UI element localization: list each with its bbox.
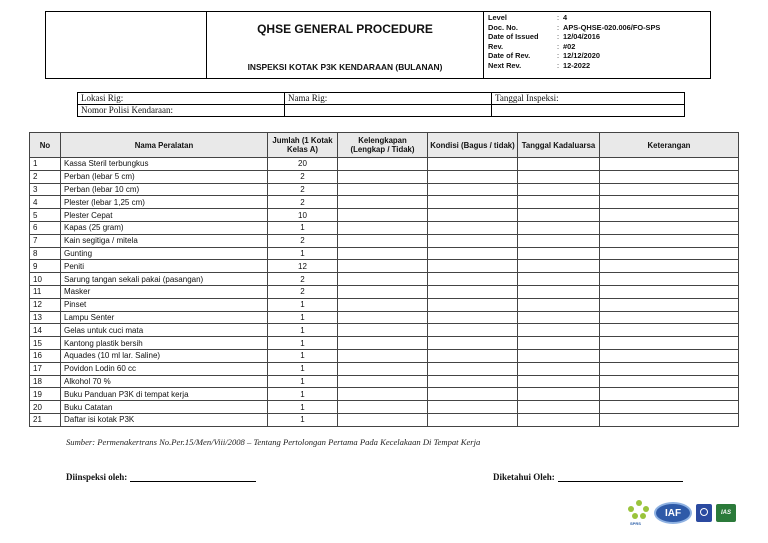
cell-kondisi[interactable]	[428, 170, 518, 183]
cell-kondisi[interactable]	[428, 273, 518, 286]
lokasi-rig-label: Lokasi Rig:	[81, 93, 124, 103]
cell-kelengkapan[interactable]	[338, 401, 428, 414]
company-logo-area	[46, 12, 207, 78]
cell-tanggal[interactable]	[518, 260, 600, 273]
cell-kelengkapan[interactable]	[338, 209, 428, 222]
cell-keterangan[interactable]	[600, 362, 739, 375]
cell-kelengkapan[interactable]	[338, 349, 428, 362]
cell-tanggal[interactable]	[518, 183, 600, 196]
col-header-keterangan: Keterangan	[600, 133, 739, 158]
meta-value: 12/12/2020	[563, 51, 600, 61]
cell-nama: Plester (lebar 1,25 cm)	[61, 196, 268, 209]
cell-kondisi[interactable]	[428, 324, 518, 337]
cell-kelengkapan[interactable]	[338, 324, 428, 337]
col-header-no: No	[30, 133, 61, 158]
cell-kondisi[interactable]	[428, 349, 518, 362]
cell-tanggal[interactable]	[518, 234, 600, 247]
cell-jumlah: 1	[268, 221, 338, 234]
col-header-jumlah: Jumlah (1 Kotak Kelas A)	[268, 133, 338, 158]
cell-kondisi[interactable]	[428, 183, 518, 196]
cell-kondisi[interactable]	[428, 209, 518, 222]
cell-keterangan[interactable]	[600, 234, 739, 247]
cell-tanggal[interactable]	[518, 170, 600, 183]
cell-kelengkapan[interactable]	[338, 221, 428, 234]
cell-jumlah: 2	[268, 234, 338, 247]
cell-kelengkapan[interactable]	[338, 362, 428, 375]
cell-nama: Aquades (10 ml lar. Saline)	[61, 349, 268, 362]
cell-no: 1	[30, 158, 61, 171]
cell-nama: Plester Cepat	[61, 209, 268, 222]
cell-nama: Kapas (25 gram)	[61, 221, 268, 234]
cell-nama: Gelas untuk cuci mata	[61, 324, 268, 337]
table-row	[30, 183, 739, 196]
cell-no: 7	[30, 234, 61, 247]
cell-jumlah: 2	[268, 183, 338, 196]
tanggal-inspeksi-label: Tanggal Inspeksi:	[495, 93, 559, 103]
cell-nama: Daftar isi kotak P3K	[61, 413, 268, 426]
meta-row	[488, 42, 706, 52]
table-row	[30, 221, 739, 234]
nama-rig-field[interactable]	[285, 93, 492, 105]
cell-no: 20	[30, 401, 61, 414]
cell-nama: Perban (lebar 5 cm)	[61, 170, 268, 183]
table-row	[30, 196, 739, 209]
cell-tanggal[interactable]	[518, 324, 600, 337]
cell-kelengkapan[interactable]	[338, 413, 428, 426]
inspected-by-label: Diinspeksi oleh:	[66, 472, 128, 482]
info-empty-cell[interactable]	[492, 105, 685, 117]
cell-kondisi[interactable]	[428, 260, 518, 273]
meta-value: APS-QHSE-020.006/FO-SPS	[563, 22, 661, 32]
nama-rig-label: Nama Rig:	[288, 93, 328, 103]
cell-jumlah: 2	[268, 170, 338, 183]
table-row	[30, 285, 739, 298]
cell-jumlah: 1	[268, 247, 338, 260]
meta-row	[488, 61, 706, 71]
meta-key: Rev.	[488, 41, 504, 51]
cell-kelengkapan[interactable]	[338, 298, 428, 311]
acknowledged-by-label: Diketahui Oleh:	[493, 472, 555, 482]
cell-jumlah: 1	[268, 324, 338, 337]
table-row	[30, 311, 739, 324]
cell-tanggal[interactable]	[518, 362, 600, 375]
table-row	[30, 337, 739, 350]
cell-kelengkapan[interactable]	[338, 260, 428, 273]
cell-keterangan[interactable]	[600, 247, 739, 260]
cell-nama: Pinset	[61, 298, 268, 311]
cell-no: 10	[30, 273, 61, 286]
cell-no: 13	[30, 311, 61, 324]
cell-jumlah: 1	[268, 375, 338, 388]
document-meta	[484, 12, 710, 78]
cell-nama: Lampu Senter	[61, 311, 268, 324]
cell-kondisi[interactable]	[428, 401, 518, 414]
col-header-kelengkapan: Kelengkapan (Lengkap / Tidak)	[338, 133, 428, 158]
table-row	[30, 209, 739, 222]
cell-no: 2	[30, 170, 61, 183]
ias-logo-icon: IAS	[716, 504, 736, 522]
meta-value: 4	[563, 13, 568, 22]
cell-kelengkapan[interactable]	[338, 388, 428, 401]
cell-kelengkapan[interactable]	[338, 247, 428, 260]
table-row	[30, 158, 739, 171]
cell-keterangan[interactable]	[600, 337, 739, 350]
table-row	[30, 273, 739, 286]
cell-no: 14	[30, 324, 61, 337]
cell-jumlah: 1	[268, 388, 338, 401]
title-cell	[207, 12, 484, 78]
iaf-logo-icon: IAF	[654, 502, 692, 524]
cell-tanggal[interactable]	[518, 209, 600, 222]
cell-nama: Peniti	[61, 260, 268, 273]
cell-jumlah: 20	[268, 158, 338, 171]
cell-kelengkapan[interactable]	[338, 183, 428, 196]
equipment-table	[29, 132, 739, 427]
cell-no: 9	[30, 260, 61, 273]
cell-no: 11	[30, 285, 61, 298]
cell-tanggal[interactable]	[518, 401, 600, 414]
table-row	[30, 260, 739, 273]
meta-value: 12-2022	[563, 60, 591, 70]
meta-key: Next Rev.	[488, 60, 522, 70]
cell-kelengkapan[interactable]	[338, 337, 428, 350]
cell-kondisi[interactable]	[428, 311, 518, 324]
meta-row	[488, 51, 706, 61]
cell-no: 8	[30, 247, 61, 260]
cell-tanggal[interactable]	[518, 158, 600, 171]
cell-nama: Gunting	[61, 247, 268, 260]
inspected-by-signature	[66, 472, 256, 482]
cell-kelengkapan[interactable]	[338, 234, 428, 247]
source-note: Sumber: Permenakertrans No.Per.15/Men/Viii/2008 – Tentang Pertolongan Pertama Pada Kecelakaan Di Tempat Kerja	[66, 437, 481, 447]
cell-jumlah: 1	[268, 337, 338, 350]
cell-tanggal[interactable]	[518, 413, 600, 426]
cell-jumlah: 1	[268, 311, 338, 324]
cell-kondisi[interactable]	[428, 298, 518, 311]
col-header-nama: Nama Peralatan	[61, 133, 268, 158]
cell-nama: Buku Catatan	[61, 401, 268, 414]
table-row	[30, 362, 739, 375]
cell-kelengkapan[interactable]	[338, 285, 428, 298]
table-header-row	[30, 133, 739, 158]
cell-nama: Kantong plastik bersih	[61, 337, 268, 350]
col-header-tanggal: Tanggal Kadaluarsa	[518, 133, 600, 158]
cell-kelengkapan[interactable]	[338, 273, 428, 286]
cell-keterangan[interactable]	[600, 196, 739, 209]
meta-row	[488, 13, 706, 23]
table-row	[30, 349, 739, 362]
cell-no: 4	[30, 196, 61, 209]
cell-no: 21	[30, 413, 61, 426]
cell-kelengkapan[interactable]	[338, 158, 428, 171]
cell-keterangan[interactable]	[600, 183, 739, 196]
meta-colon: :	[556, 51, 560, 61]
acknowledged-by-signature	[493, 472, 683, 482]
cell-tanggal[interactable]	[518, 311, 600, 324]
cell-tanggal[interactable]	[518, 388, 600, 401]
document-subtitle: INSPEKSI KOTAK P3K KENDARAAN (BULANAN)	[247, 62, 443, 72]
cell-keterangan[interactable]	[600, 221, 739, 234]
nomor-polisi-label: Nomor Polisi Kendaraan:	[81, 105, 173, 115]
cell-nama: Perban (lebar 10 cm)	[61, 183, 268, 196]
cell-kelengkapan[interactable]	[338, 170, 428, 183]
cell-keterangan[interactable]	[600, 413, 739, 426]
cell-kondisi[interactable]	[428, 337, 518, 350]
cell-kondisi[interactable]	[428, 413, 518, 426]
meta-colon: :	[556, 32, 560, 42]
cell-tanggal[interactable]	[518, 375, 600, 388]
info-empty-cell[interactable]	[285, 105, 492, 117]
cell-keterangan[interactable]	[600, 349, 739, 362]
cell-keterangan[interactable]	[600, 273, 739, 286]
meta-colon: :	[556, 60, 560, 70]
cell-kondisi[interactable]	[428, 196, 518, 209]
meta-colon: :	[556, 41, 560, 51]
meta-colon: :	[556, 22, 560, 32]
cell-tanggal[interactable]	[518, 221, 600, 234]
cell-nama: Masker	[61, 285, 268, 298]
cell-nama: Kassa Steril terbungkus	[61, 158, 268, 171]
cell-jumlah: 2	[268, 285, 338, 298]
cell-keterangan[interactable]	[600, 324, 739, 337]
cell-no: 15	[30, 337, 61, 350]
cell-no: 16	[30, 349, 61, 362]
col-header-kondisi: Kondisi (Bagus / tidak)	[428, 133, 518, 158]
cell-jumlah: 2	[268, 196, 338, 209]
document-title: QHSE GENERAL PROCEDURE	[257, 22, 433, 36]
inspection-info-table	[77, 92, 685, 117]
cell-keterangan[interactable]	[600, 298, 739, 311]
cell-jumlah: 1	[268, 298, 338, 311]
cell-tanggal[interactable]	[518, 273, 600, 286]
sprs-logo-icon: SPRS	[628, 500, 650, 526]
cell-tanggal[interactable]	[518, 337, 600, 350]
meta-key: Date of Rev.	[488, 51, 531, 61]
cell-no: 6	[30, 221, 61, 234]
cell-kelengkapan[interactable]	[338, 375, 428, 388]
cell-tanggal[interactable]	[518, 298, 600, 311]
meta-value: 12/04/2016	[563, 32, 600, 42]
nomor-polisi-field[interactable]	[78, 105, 285, 117]
cell-kondisi[interactable]	[428, 247, 518, 260]
meta-value: #02	[563, 41, 576, 51]
cell-nama: Povidon Lodin 60 cc	[61, 362, 268, 375]
cell-jumlah: 1	[268, 362, 338, 375]
meta-key: Date of Issued	[488, 32, 539, 42]
cell-keterangan[interactable]	[600, 170, 739, 183]
meta-key: Level	[488, 13, 507, 22]
cell-kondisi[interactable]	[428, 375, 518, 388]
table-row	[30, 401, 739, 414]
cell-keterangan[interactable]	[600, 158, 739, 171]
cell-jumlah: 1	[268, 349, 338, 362]
cell-kondisi[interactable]	[428, 221, 518, 234]
meta-row	[488, 23, 706, 33]
cell-no: 3	[30, 183, 61, 196]
acknowledged-by-line[interactable]	[558, 481, 683, 482]
inspected-by-line[interactable]	[130, 481, 256, 482]
table-row	[30, 388, 739, 401]
table-row	[30, 247, 739, 260]
certification-logos	[628, 500, 736, 526]
cell-no: 18	[30, 375, 61, 388]
cell-nama: Buku Panduan P3K di tempat kerja	[61, 388, 268, 401]
cell-keterangan[interactable]	[600, 388, 739, 401]
table-row	[30, 170, 739, 183]
cell-jumlah: 1	[268, 413, 338, 426]
table-row	[30, 375, 739, 388]
cell-kondisi[interactable]	[428, 158, 518, 171]
tanggal-inspeksi-field[interactable]	[492, 93, 685, 105]
cell-no: 12	[30, 298, 61, 311]
table-row	[30, 298, 739, 311]
cell-keterangan[interactable]	[600, 375, 739, 388]
cell-tanggal[interactable]	[518, 285, 600, 298]
meta-colon: :	[556, 13, 560, 22]
quality-mark-icon	[696, 504, 712, 522]
cell-kondisi[interactable]	[428, 285, 518, 298]
table-row	[30, 324, 739, 337]
cell-kelengkapan[interactable]	[338, 196, 428, 209]
cell-keterangan[interactable]	[600, 401, 739, 414]
cell-jumlah: 12	[268, 260, 338, 273]
table-row	[30, 413, 739, 426]
cell-tanggal[interactable]	[518, 196, 600, 209]
meta-key: Doc. No.	[488, 22, 518, 32]
cell-kondisi[interactable]	[428, 234, 518, 247]
cell-keterangan[interactable]	[600, 209, 739, 222]
cell-kondisi[interactable]	[428, 362, 518, 375]
cell-no: 5	[30, 209, 61, 222]
cell-nama: Sarung tangan sekali pakai (pasangan)	[61, 273, 268, 286]
cell-nama: Alkohol 70 %	[61, 375, 268, 388]
cell-jumlah: 2	[268, 273, 338, 286]
cell-kondisi[interactable]	[428, 388, 518, 401]
meta-row	[488, 32, 706, 42]
table-row	[30, 234, 739, 247]
cell-kelengkapan[interactable]	[338, 311, 428, 324]
cell-jumlah: 1	[268, 401, 338, 414]
cell-tanggal[interactable]	[518, 349, 600, 362]
lokasi-rig-field[interactable]	[78, 93, 285, 105]
cell-keterangan[interactable]	[600, 260, 739, 273]
cell-nama: Kain segitiga / mitela	[61, 234, 268, 247]
cell-keterangan[interactable]	[600, 285, 739, 298]
cell-keterangan[interactable]	[600, 311, 739, 324]
cell-jumlah: 10	[268, 209, 338, 222]
cell-no: 17	[30, 362, 61, 375]
cell-tanggal[interactable]	[518, 247, 600, 260]
cell-no: 19	[30, 388, 61, 401]
document-header	[45, 11, 711, 79]
